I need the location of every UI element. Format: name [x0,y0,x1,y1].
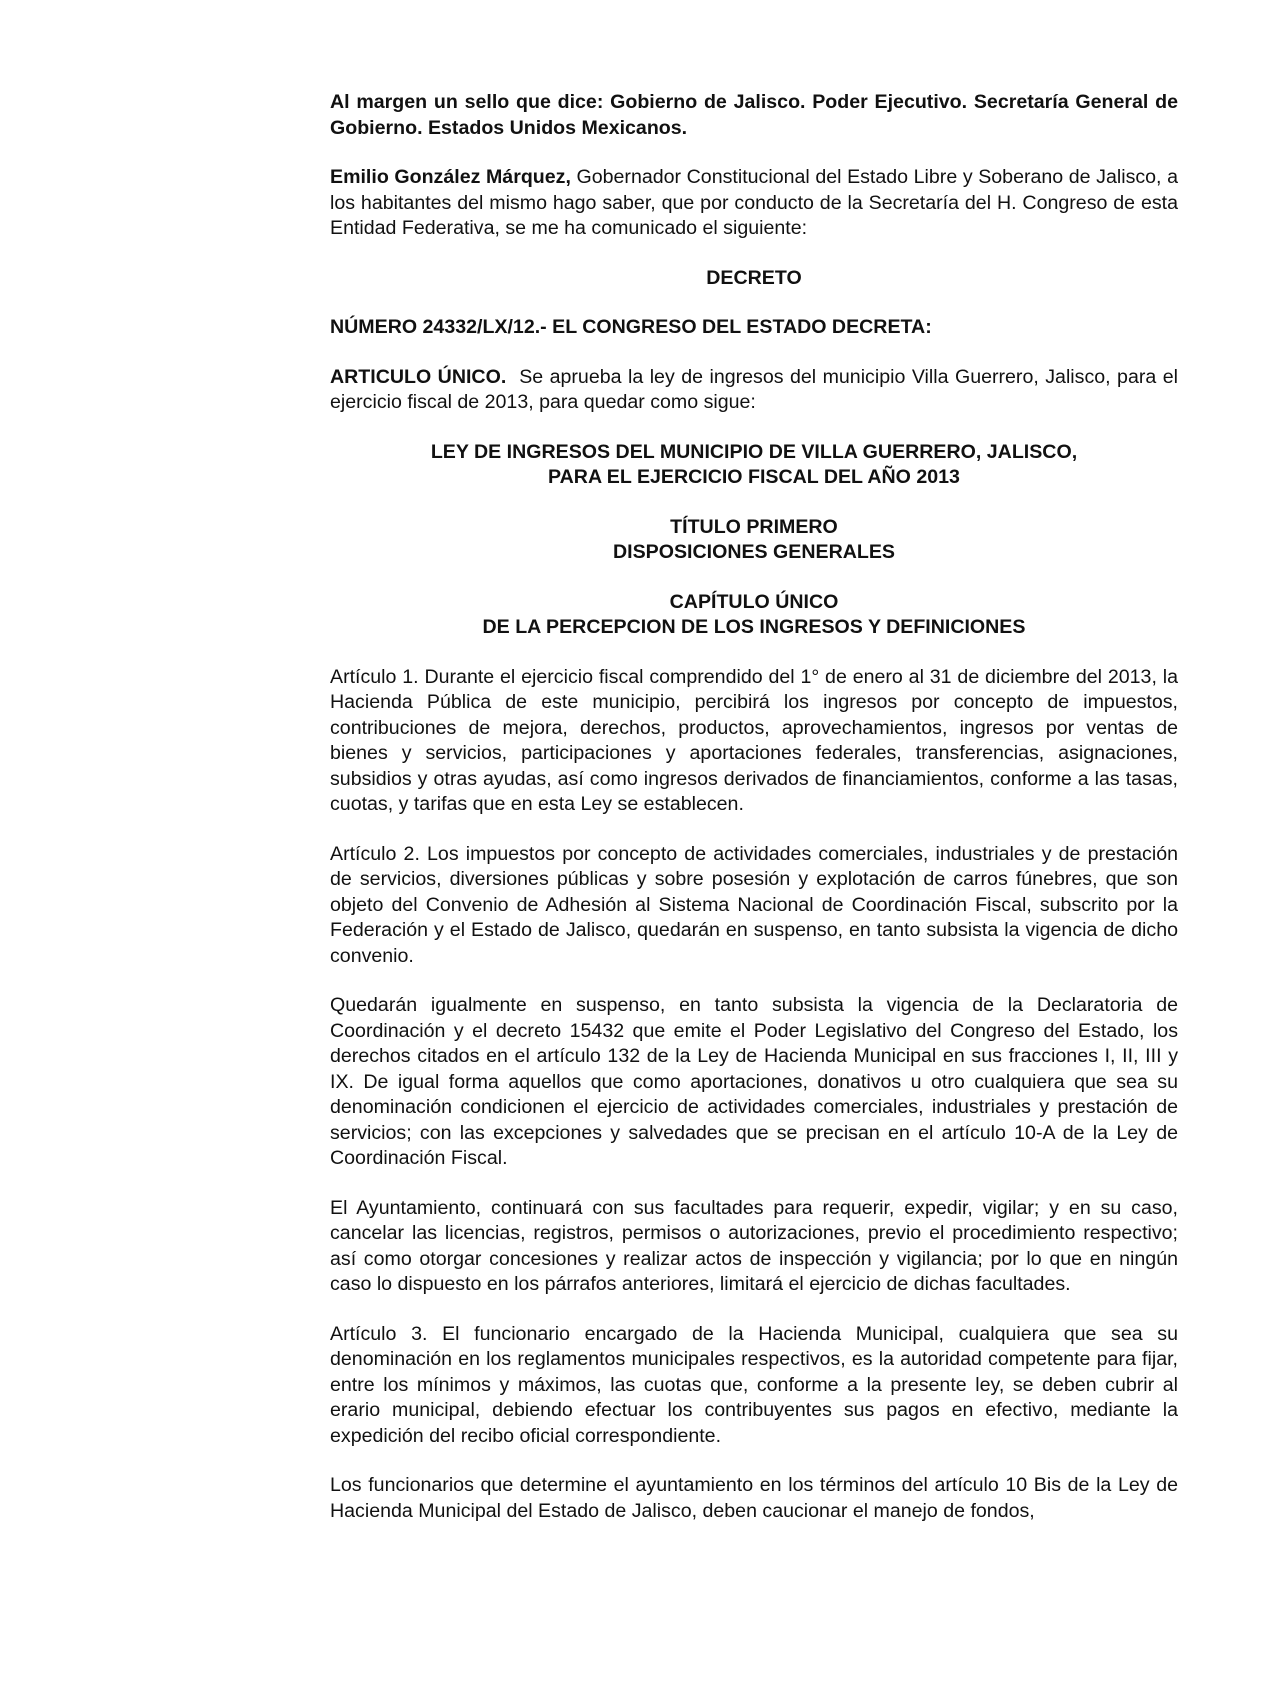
article-2-paragraph-3: El Ayuntamiento, continuará con sus facultades para requerir, expedir, vigilar; y en su caso, cancelar las licencias, registros, permisos o autorizaciones, previo el procedimiento respectivo; así como otorgar concesiones y realizar actos de inspección y vigilancia; por lo que en ningún caso lo dispuesto en los párrafos anteriores, limitará el ejercicio de dichas facultades. [330,1196,1178,1295]
governor-paragraph [330,165,1178,242]
capitulo-line2: DE LA PERCEPCION DE LOS INGRESOS Y DEFINICIONES [482,616,1026,638]
governor-text: Gobernador Constitucional del Estado Libre y Soberano de Jalisco, a los habitantes del mismo hago saber, que por conducto de la Secretaría del H. Congreso de esta Entidad Federativa, se me ha comunicado el siguiente: [330,166,1178,239]
seal-note: Al margen un sello que dice: Gobierno de Jalisco. Poder Ejecutivo. Secretaría General de Gobierno. Estados Unidos Mexicanos. [330,91,1178,139]
article-2: Artículo 2. Los impuestos por concepto de actividades comerciales, industriales y de prestación de servicios, diversiones públicas y sobre posesión y explotación de carros fúnebres, que son objeto del Convenio de Adhesión al Sistema Nacional de Coordinación Fiscal, subscrito por la Federación y el Estado de Jalisco, quedarán en suspenso, en tanto subsista la vigencia de dicho convenio. [330,842,1178,967]
article-1: Artículo 1. Durante el ejercicio fiscal comprendido del 1° de enero al 31 de diciembre del 2013, la Hacienda Pública de este municipio, percibirá los ingresos por concepto de impuestos, contribuciones de mejora, derechos, productos, aprovechamientos, ingresos por ventas de bienes y servicios, participaciones y aportaciones federales, transferencias, asignaciones, subsidios y otras ayudas, así como ingresos derivados de financiamientos, conforme a las tasas, cuotas, y tarifas que en esta Ley se establecen. [330,665,1178,815]
law-title-line2: PARA EL EJERCICIO FISCAL DEL AÑO 2013 [548,466,960,488]
law-title-line1: LEY DE INGRESOS DEL MUNICIPIO DE VILLA GUERRERO, JALISCO, [430,440,1078,463]
decree-title: DECRETO [706,266,802,289]
capitulo-line1: CAPÍTULO ÚNICO [669,590,839,613]
document-page [330,90,1184,1548]
governor-name: Emilio González Márquez, [330,166,571,188]
single-article-label: ARTICULO ÚNICO. [330,365,507,388]
single-article-text: Se aprueba la ley de ingresos del municipio Villa Guerrero, Jalisco, para el ejercicio fiscal de 2013, para quedar como sigue: [330,365,1184,413]
capitulo-heading [330,590,1178,641]
decree-number: NÚMERO 24332/LX/12.- EL CONGRESO DEL ESTADO DECRETA: [330,316,932,338]
titulo-heading [330,515,1178,566]
titulo-line2: DISPOSICIONES GENERALES [613,541,895,563]
titulo-line1: TÍTULO PRIMERO [670,515,838,538]
law-title [330,440,1178,491]
article-2-paragraph-2: Quedarán igualmente en suspenso, en tanto subsista la vigencia de la Declaratoria de Coordinación y el decreto 15432 que emite el Poder Legislativo del Congreso del Estado, los derechos citados en el artículo 132 de la Ley de Hacienda Municipal en sus fracciones I, II, III y IX. De igual forma aquellos que como aportaciones, donativos u otro cualquiera que sea su denominación condicionen el ejercicio de actividades comerciales, industriales y prestación de servicios; con las excepciones y salvedades que se precisan en el artículo 10-A de la Ley de Coordinación Fiscal. [330,994,1178,1169]
single-article-paragraph [330,365,1184,416]
article-3: Artículo 3. El funcionario encargado de la Hacienda Municipal, cualquiera que sea su denominación en los reglamentos municipales respectivos, es la autoridad competente para fijar, entre los mínimos y máximos, las cuotas que, conforme a la presente ley, se deben cubrir al erario municipal, debiendo efectuar los contribuyentes sus pagos en efectivo, mediante la expedición del recibo oficial correspondiente. [330,1322,1178,1447]
article-3-paragraph-2: Los funcionarios que determine el ayuntamiento en los términos del artículo 10 Bis de la Ley de Hacienda Municipal del Estado de Jalisco, deben caucionar el manejo de fondos, [330,1474,1178,1522]
